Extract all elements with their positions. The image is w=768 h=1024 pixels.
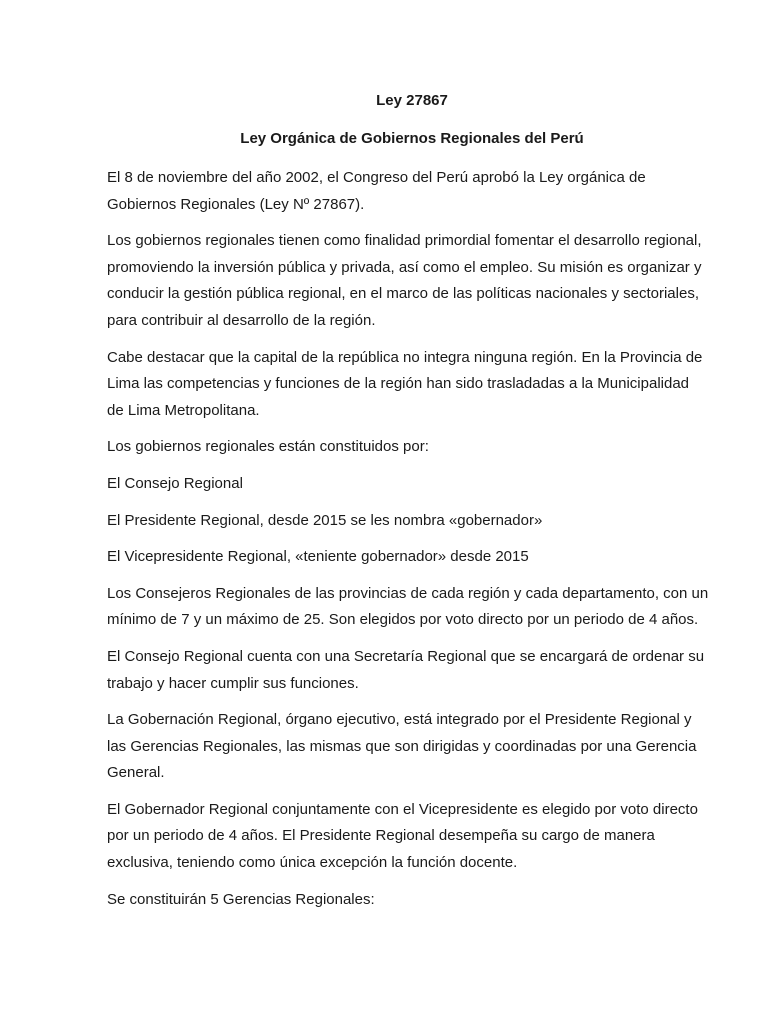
paragraph [107,165,717,218]
paragraph [107,434,717,461]
paragraph-line: por un periodo de 4 años. El Presidente Regional desempeña su cargo de manera [107,827,655,845]
paragraph-line: La Gobernación Regional, órgano ejecutivo, está integrado por el Presidente Regional y [107,711,692,729]
paragraph [107,581,717,634]
paragraph-line: para contribuir al desarrollo de la región. [107,311,376,329]
paragraph [107,797,717,877]
paragraph-line: Los Consejeros Regionales de las provincias de cada región y cada departamento, con un [107,584,709,602]
paragraph-line: mínimo de 7 y un máximo de 25. Son elegidos por voto directo por un periodo de 4 años. [107,611,699,629]
paragraph-line: El 8 de noviembre del año 2002, el Congreso del Perú aprobó la Ley orgánica de [107,169,646,186]
paragraph [107,544,717,571]
paragraph-line: Se constituirán 5 Gerencias Regionales: [107,890,375,908]
document-body [107,165,717,913]
paragraph [107,471,717,498]
paragraph-line: General. [107,764,165,782]
paragraph-line: exclusiva, teniendo como única excepción la función docente. [107,854,518,872]
paragraph-line: conducir la gestión pública regional, en el marco de las políticas nacionales y sectoriales, [107,285,699,303]
document-page [107,89,717,923]
paragraph-line: Gobiernos Regionales (Ley Nº 27867). [107,195,365,213]
paragraph [107,644,717,697]
document-subtitle: Ley Orgánica de Gobiernos Regionales del Perú [240,130,584,147]
paragraph-line: promoviendo la inversión pública y privada, así como el empleo. Su misión es organizar y [107,258,702,276]
paragraph [107,887,717,914]
paragraph [107,345,717,425]
paragraph-line: El Presidente Regional, desde 2015 se les nombra «gobernador» [107,511,543,529]
paragraph [107,707,717,787]
paragraph-line: trabajo y hacer cumplir sus funciones. [107,674,359,692]
paragraph-line: Cabe destacar que la capital de la república no integra ninguna región. En la Provincia de [107,348,703,366]
paragraph-line: El Consejo Regional cuenta con una Secretaría Regional que se encargará de ordenar su [107,647,705,665]
paragraph-line: las Gerencias Regionales, las mismas que son dirigidas y coordinadas por una Gerencia [107,737,697,755]
paragraph-line: de Lima Metropolitana. [107,401,260,419]
paragraph [107,228,717,334]
document-title: Ley 27867 [376,92,448,109]
paragraph-line: Los gobiernos regionales están constituidos por: [107,438,429,456]
paragraph-line: Lima las competencias y funciones de la región han sido trasladadas a la Municipalidad [107,375,690,393]
paragraph-line: El Vicepresidente Regional, «teniente gobernador» desde 2015 [107,548,529,566]
paragraph [107,508,717,535]
paragraph-line: El Gobernador Regional conjuntamente con el Vicepresidente es elegido por voto directo [107,800,698,818]
paragraph-line: El Consejo Regional [107,474,243,492]
paragraph-line: Los gobiernos regionales tienen como finalidad primordial fomentar el desarrollo regional, [107,232,702,250]
